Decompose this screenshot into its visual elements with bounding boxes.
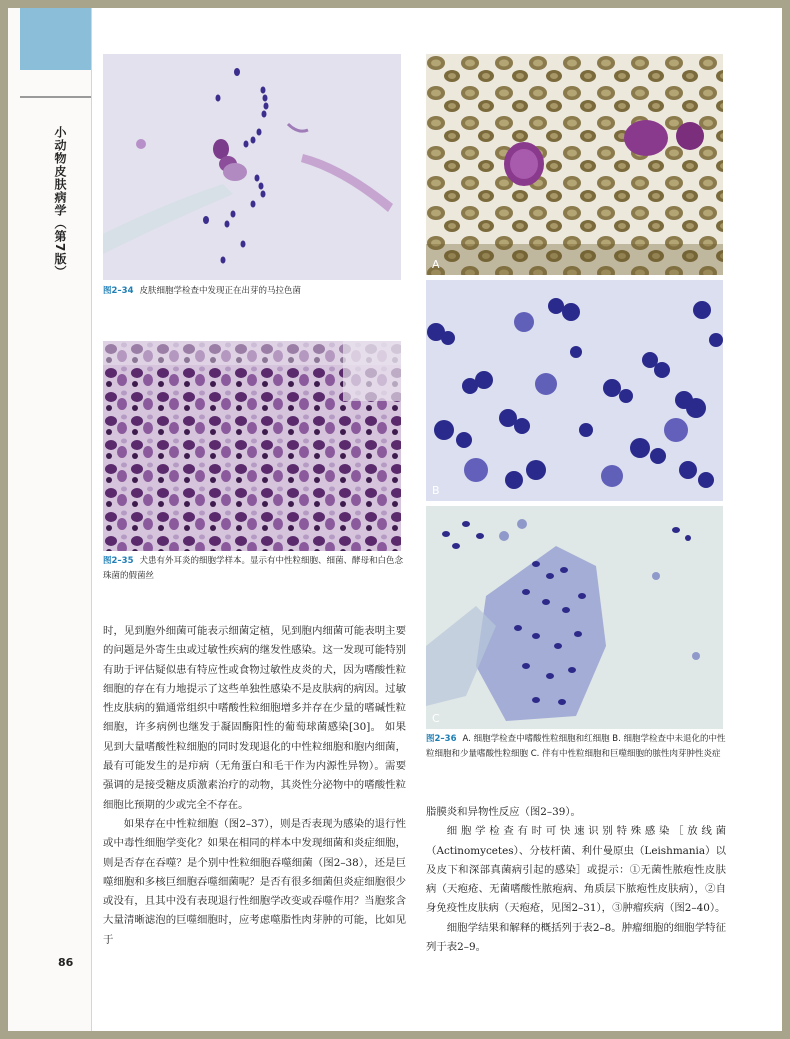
figure-2-36-panel-c <box>426 506 723 729</box>
sidebar-color-block <box>20 8 91 70</box>
sidebar-divider <box>20 96 91 98</box>
figure-2-36-caption-text: A. 细胞学检查中嗜酸性粒细胞和红细胞 B. 细胞学检查中未退化的中性粒细胞和少量嗜酸性粒细胞 C. 伴有中性粒细胞和巨噬细胞的脓性肉芽肿性炎症 <box>426 734 726 759</box>
figure-2-34-photo <box>103 54 401 280</box>
figure-2-34-label: 图2–34 <box>103 286 134 296</box>
figure-2-36-label: 图2–36 <box>426 734 457 744</box>
right-text-column <box>426 803 726 957</box>
right-paragraph-3: 细胞学结果和解释的概括列于表2–8。肿瘤细胞的细胞学特征列于表2–9。 <box>426 921 726 954</box>
left-paragraph-2: 如果存在中性粒细胞（图2–37），则是否表现为感染的退行性或中毒性细胞学变化？如果在相同的样本中发现细菌和炎症细胞，则是否存在吞噬？是个别中性粒细胞吞噬细菌（图2–38），还是巨噬细胞和多核巨细胞吞噬细菌呢？是否有很多细菌但炎症细胞很少或没有，且其中没有表现退行性细胞学改变或吞噬作用？当胞浆含大量清晰滤泡的巨噬细胞时，应考虑噬脂性肉芽肿的可能，比如见于 <box>103 817 406 946</box>
figure-2-36-panel-a-letter: A <box>432 258 440 271</box>
figure-2-35-label: 图2–35 <box>103 556 134 566</box>
figure-2-36-panel-b-letter: B <box>432 484 440 497</box>
figure-2-36-panel-a <box>426 54 723 275</box>
figure-2-35-caption <box>103 554 403 584</box>
figure-2-34-caption-text: 皮肤细胞学检查中发现正在出芽的马拉色菌 <box>139 286 302 296</box>
figure-2-35-photo <box>103 341 401 551</box>
book-page <box>8 8 782 1031</box>
sidebar <box>8 8 92 1031</box>
figure-2-35-caption-text: 犬患有外耳炎的细胞学样本。显示有中性粒细胞、细菌、酵母和白色念珠菌的假菌丝 <box>103 556 404 581</box>
left-paragraph-1: 时，见到胞外细菌可能表示细菌定植，见到胞内细菌可能表明主要的问题是外寄生虫或过敏性疾病的继发性感染。这一发现可能特别有助于评估疑似患有特应性或食物过敏性皮炎的犬，因为嗜酸性粒细胞的存在有力地提示了这些单独性感染不是皮肤病的病因。过敏性皮肤病的猫通常组织中嗜酸性粒细胞增多并存在少量的嗜碱性粒细胞，许多病例也继发于凝固酶阳性的葡萄球菌感染[30]。 如果见到大量嗜酸性粒细胞的同时发现退化的中性粒细胞和胞内细菌，最有可能发生的是疖病（无角蛋白和毛干作为内源性异物）。需要强调的是接受糖皮质激素治疗的动物，其炎性分泌物中的嗜酸性粒细胞比预期的少或完全不存在。 <box>103 625 406 811</box>
right-paragraph-2: 细胞学检查有时可快速识别特殊感染［放线菌（Actinomycetes）、分枝杆菌、利什曼原虫（Leishmania）以及皮下和深部真菌病引起的感染］或提示：①无菌性脓疱性皮肤病（天疱疮、无菌嗜酸性脓疱病、角质层下脓疱性皮肤病），②自身免疫性皮肤病（天疱疮，见图2–31），③肿瘤疾病（图2–40）。 <box>426 825 726 915</box>
running-book-title: 小动物皮肤病学（第7版） <box>53 126 67 279</box>
figure-2-36-panel-b <box>426 280 723 501</box>
left-text-column <box>103 622 406 950</box>
figure-2-34-caption <box>103 284 403 299</box>
right-paragraph-1: 脂膜炎和异物性反应（图2–39）。 <box>426 806 581 818</box>
figure-2-36-caption <box>426 732 726 762</box>
page-number: 86 <box>58 956 74 969</box>
figure-2-36-panel-c-letter: C <box>432 712 440 725</box>
